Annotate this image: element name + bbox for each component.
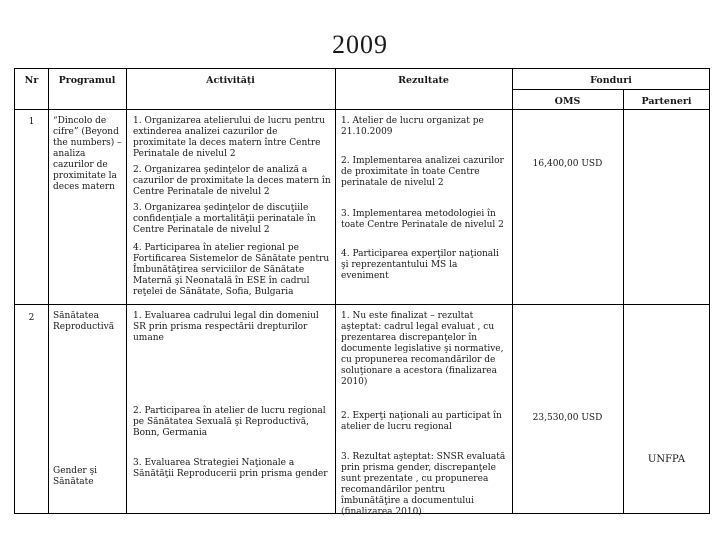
column-divider: [48, 69, 49, 513]
header-funds: Fonduri: [590, 75, 632, 86]
row-1-result-1: 1. Atelier de lucru organizat pe 21.10.2009: [341, 116, 484, 137]
column-divider: [512, 69, 513, 513]
page-title: 2009: [332, 30, 388, 59]
row-2-activity-2: 2. Participarea în atelier de lucru regional pe Sănătatea Sexuală şi Reproductivă, Bonn, Germania: [133, 406, 326, 438]
row-2-partner: UNFPA: [647, 454, 686, 465]
row-1-program: “Dincolo de cifre” (Beyond the numbers) – analiza cazurilor de proximitate la deces matern: [53, 116, 122, 192]
row-2-activity-1: 1. Evaluarea cadrului legal din domeniul SR prin prisma respectării drepturilor umane: [133, 311, 319, 343]
row-1-oms-amount: 16,400,00 USD: [532, 159, 603, 169]
row-1-activity-2: 2. Organizarea şedinţelor de analiză a cazurilor de proximitate la deces matern în Centre Perinatale de nivelul 2: [133, 165, 331, 197]
header-nr: Nr: [24, 75, 39, 86]
row-2-program: Sănătatea Reproductivă: [53, 311, 115, 332]
header-subdivider: [512, 89, 710, 90]
header-bottom-line: [15, 109, 710, 110]
header-partners: Parteneri: [641, 96, 692, 107]
header-program: Programul: [58, 75, 116, 86]
column-divider: [623, 89, 624, 513]
header-activities: Activități: [206, 75, 255, 86]
header-oms: OMS: [554, 96, 581, 107]
column-divider: [126, 69, 127, 513]
row-2-oms-amount: 23,530,00 USD: [532, 413, 603, 423]
row-2-activity-3: 3. Evaluarea Strategiei Naţionale a Sănătăţii Reproducerii prin prisma gender: [133, 458, 328, 479]
row-2-program-secondary: Gender şi Sănătate: [53, 466, 98, 487]
row-2-result-2: 2. Experţi naţionali au participat în atelier de lucru regional: [341, 411, 502, 432]
row-1-activity-1: 1. Organizarea atelierului de lucru pentru extinderea analizei cazurilor de proximitate la deces matern între Centre Perinatale de nivelul 2: [133, 116, 326, 159]
column-divider: [335, 69, 336, 513]
row-1-activity-4: 4. Participarea în atelier regional pe Fortificarea Sistemelor de Sănătate pentru Îmbunătăţirea serviciilor de Sănătate Maternă şi Neonatală în ESE în cadrul reţelei de Sănătate, Sofia, Bulgaria: [133, 243, 330, 297]
program-table: [14, 68, 710, 517]
header-results: Rezultate: [398, 75, 449, 86]
row-1-result-3: 3. Implementarea metodologiei în toate Centre Perinatale de nivelul 2: [341, 209, 504, 230]
row-1-result-2: 2. Implementarea analizei cazurilor de proximitate în toate Centre perinatale de nivelul 2: [341, 156, 504, 188]
row-divider: [15, 304, 710, 305]
row-1-result-4: 4. Participarea experţilor naţionali şi reprezentantului MS la eveniment: [341, 249, 499, 281]
row-1-nr: 1: [28, 117, 35, 127]
row-2-nr: 2: [28, 313, 35, 323]
row-2-result-1: 1. Nu este finalizat – rezultat aşteptat: cadrul legal evaluat , cu prezentarea discrepanţelor în documente legislative şi normative, cu propunerea recomandărilor de soluţionare a acestora (finalizarea 2010): [341, 311, 504, 387]
row-2-result-3: 3. Rezultat aşteptat: SNSR evaluată prin prisma gender, discrepanţele sunt prezentate , cu propunerea recomandărilor pentru îmbunătăţire a documentului (finalizarea 2010): [341, 452, 506, 517]
row-1-activity-3: 3. Organizarea şedinţelor de discuţiile confidenţiale a mortalităţii perinatale în Centre Perinatale de nivelul 2: [133, 203, 316, 235]
